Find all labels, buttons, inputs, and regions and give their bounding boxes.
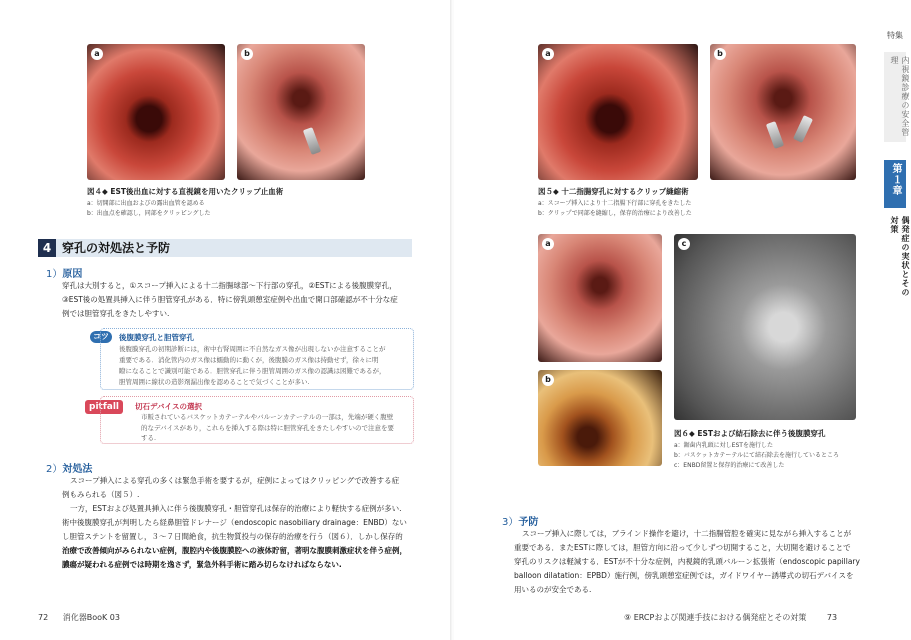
- fig4-caption-a: a：切開部に出血およびの露出血管を認める: [87, 200, 205, 207]
- cause-paragraph-line: 穿孔は大別すると，①スコープ挿入による十二指腸球部〜下行部の穿孔，②ESTによる後腹膜穿孔，: [62, 281, 397, 290]
- section-title: 穿孔の対処法と予防: [62, 241, 171, 255]
- fig4-photo-a: [87, 44, 225, 180]
- cause-paragraph-line: ③EST後の処置具挿入に伴う胆管穿孔がある．特に傍乳頭憩室症例や出血で開口部確認が不十分な症: [62, 295, 398, 304]
- subsection-cause-heading: [46, 265, 82, 280]
- sidebar-feature-title-text: 内視鏡診療の安全管理: [890, 56, 910, 137]
- fig5-caption-a: a：スコープ挿入により十二指腸下行部に穿孔をきたした: [538, 200, 692, 207]
- fig5-photo-b-label: b: [714, 48, 726, 60]
- fig6-photo-a: [538, 234, 662, 362]
- left-footer: [38, 612, 120, 623]
- fig4-caption-b: b：出血点を確認し，同部をクリッピングした: [87, 210, 211, 217]
- kotsu-line: 胆管周囲に線状の造影剤漏出像を認めることで気づくことが多い.: [119, 378, 310, 386]
- prevention-paragraph-line: balloon dilatation：EPBD）施行例，傍乳頭憩室症例では，ガイドワイヤー誘導式の切石デバイスを: [514, 571, 854, 580]
- fig4-title: 図４◆ EST後出血に対する直視鏡を用いたクリップ止血術: [87, 187, 284, 196]
- prevention-paragraph-line: 重要である．またESTに際しては，胆管方向に沿って少しずつ切開すること，大切開を避けることで: [514, 543, 851, 552]
- fig6-photo-b: [538, 370, 662, 466]
- fig5-photo-b: [710, 44, 856, 180]
- subsection-treatment-heading: [46, 460, 92, 475]
- kotsu-line: 瞭になることで識別可能である．胆管穿孔に伴う胆管周囲のガス像の認識は困難であるが，: [119, 367, 386, 375]
- sidebar-chapter-title: [884, 212, 910, 302]
- fig6-title: 図６◆ ESTおよび結石除去に伴う後腹膜穿孔: [674, 429, 826, 438]
- treatment-paragraph-line: 膿瘍が疑われる症例では時期を逸さず，緊急外科手術に踏み切らなければならない.: [62, 560, 342, 569]
- treatment-paragraph-line: スコープ挿入による穿孔の多くは緊急手術を要するが，症例によってはクリッピングで改善する症: [70, 476, 400, 485]
- subsection-prevention-heading: [502, 513, 538, 528]
- pitfall-title: 切石デバイスの選択: [135, 402, 202, 411]
- running-title: ⑨ ERCPおよび関連手技における偶発症とその対策: [624, 613, 807, 622]
- fig5-photo-a: [538, 44, 698, 180]
- section-heading: [38, 239, 412, 257]
- sidebar-chapter-tab: [884, 160, 906, 208]
- kotsu-line: 後腹膜穿孔の初期診断には，術中右腎周囲に不自然なガス像が出現しないか注意することが: [119, 345, 386, 353]
- treatment-paragraph-line: 例もみられる（図５）.: [62, 490, 140, 499]
- fig6-caption-a: a：鋸歯内乳頭に対しESTを施行した: [674, 442, 773, 449]
- pitfall-line: する.: [141, 434, 157, 442]
- right-page: [454, 0, 910, 640]
- subsection-cause-title: 原因: [62, 269, 83, 280]
- pitfall-line: 的なデバイスがあり，これらを挿入する際は特に胆管穿孔をきたしやすいので注意を要: [141, 424, 395, 432]
- pitfall-badge: pitfall: [85, 400, 123, 414]
- fig6-caption-b: b：バスケットカテーテルにて結石除去を施行しているところ: [674, 452, 840, 459]
- kotsu-line: 重要である．消化管内のガス像は蠕動的に動くが，後腹膜のガス像は持動せず，徐々に明: [119, 356, 379, 364]
- subsection-treatment-title: 対処法: [62, 464, 93, 475]
- endoscopic-clip-icon: [303, 127, 321, 155]
- endoscopic-clip-icon: [766, 121, 784, 149]
- subsection-prevention-number: 3）: [502, 517, 519, 528]
- pitfall-box: [100, 396, 414, 444]
- endoscopic-clip-icon: [793, 115, 813, 143]
- fig5-title: 図５◆ 十二指腸穿孔に対するクリップ縫縮術: [538, 187, 689, 196]
- right-page-number: 73: [826, 613, 838, 622]
- fig6-photo-a-label: a: [542, 238, 554, 250]
- subsection-cause-number: 1）: [46, 269, 63, 280]
- sidebar-chapter-text: 第１章: [890, 163, 901, 196]
- sidebar-feature-title: [884, 52, 910, 142]
- treatment-paragraph-line: 治療で改善傾向がみられない症例，腹腔内や後腹膜腔への液体貯留，著明な腹膜刺激症状を伴う症例，: [62, 546, 407, 555]
- fig6-caption-c: c：ENBD留置と保存的治療にて改善した: [674, 462, 785, 469]
- prevention-paragraph-line: 用いるのが安全である.: [514, 585, 592, 594]
- pitfall-line: 市販されているバスケットカテーテルやバルーンカテーテルの一部は，先端が硬く腹壁: [141, 413, 394, 421]
- subsection-treatment-number: 2）: [46, 464, 63, 475]
- kotsu-badge: コツ: [90, 331, 112, 343]
- fig4-photo-b-label: b: [241, 48, 253, 60]
- subsection-prevention-title: 予防: [518, 517, 539, 528]
- treatment-paragraph-line: し胆管ステントを留置し，３〜７日間絶食，抗生物質投与の保存的治療を行う（図６）．しかし保存的: [62, 532, 403, 541]
- sidebar-special-label: 特集: [887, 31, 903, 40]
- right-footer: [624, 612, 837, 623]
- left-page: [0, 0, 452, 640]
- treatment-paragraph-line: 一方，ESTおよび処置具挿入に伴う後腹膜穿孔・胆管穿孔は保存的治療により軽快する症例が多い.: [70, 504, 402, 513]
- prevention-paragraph-line: スコープ挿入に際しては，ブラインド操作を避け，十二指腸管腔を確実に見ながら挿入することが: [522, 529, 852, 538]
- sidebar-chapter-title-text: 偶発症の実状とその対策: [890, 216, 910, 297]
- kotsu-tip-box: [100, 328, 414, 390]
- fig6-photo-c-label: c: [678, 238, 690, 250]
- kotsu-title: 後腹膜穿孔と胆管穿孔: [119, 333, 194, 342]
- cause-paragraph-line: 例では胆管穿孔をきたしやすい.: [62, 309, 170, 318]
- prevention-paragraph-line: 穿孔のリスクは軽減する．ESTが不十分な症例，内視鏡的乳頭バルーン拡張術（endoscopic papillary: [514, 557, 860, 566]
- fig6-photo-c: [674, 234, 856, 420]
- fig6-photo-b-label: b: [542, 374, 554, 386]
- treatment-paragraph-line: 術中後腹膜穿孔が判明したら経鼻胆管ドレナージ（endoscopic nasobiliary drainage：ENBD）ない: [62, 518, 407, 527]
- section-number: 4: [38, 239, 56, 257]
- fig4-photo-a-label: a: [91, 48, 103, 60]
- fig5-caption-b: b：クリップで同部を縫縮し，保存的治療により改善した: [538, 210, 692, 217]
- book-title: 消化器BooK 03: [62, 613, 120, 622]
- fig5-photo-a-label: a: [542, 48, 554, 60]
- fig4-photo-b: [237, 44, 365, 180]
- left-page-number: 72: [38, 613, 49, 622]
